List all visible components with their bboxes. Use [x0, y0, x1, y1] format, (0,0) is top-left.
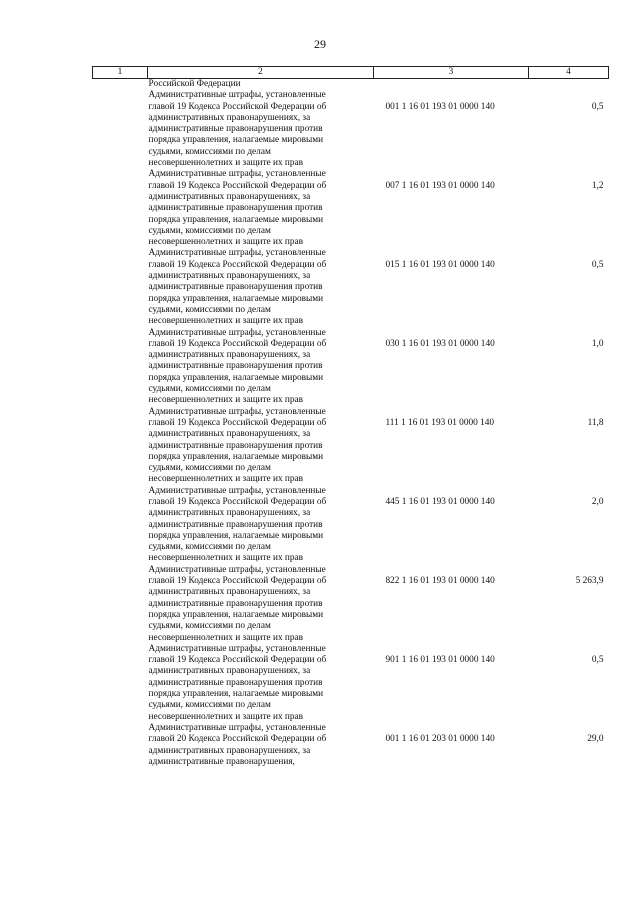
row-code-cell — [374, 90, 529, 169]
revenue-table — [92, 66, 609, 768]
row-amount-cell — [529, 90, 609, 169]
table-row — [93, 644, 609, 723]
description-line: судьями, комиссиями по делам — [148, 463, 271, 474]
table-body — [93, 79, 609, 769]
table-row — [93, 169, 609, 248]
description-line: порядка управления, налагаемые мировыми — [148, 293, 324, 304]
description-line: административных правонарушениях, за — [148, 745, 311, 756]
description-line: главой 19 Кодекса Российской Федерации об — [148, 417, 327, 428]
table-row — [93, 328, 609, 407]
row-description — [148, 328, 374, 407]
description-line: несовершеннолетних и защите их прав — [148, 553, 304, 564]
budget-classification-code: 901 1 16 01 193 01 0000 140 — [385, 655, 495, 666]
row-col-1 — [93, 644, 148, 723]
description-line: порядка управления, налагаемые мировыми — [148, 689, 324, 700]
table-row — [93, 407, 609, 486]
row-col-1 — [93, 565, 148, 644]
amount-value: 2,0 — [591, 496, 604, 507]
description-line: главой 19 Кодекса Российской Федерации об — [148, 496, 327, 507]
description-line: главой 19 Кодекса Российской Федерации об — [148, 101, 327, 112]
description-line: административных правонарушениях, за — [148, 271, 311, 282]
description-line: Административные штрафы, установленные — [148, 90, 326, 101]
header-row — [93, 67, 609, 79]
description-line: порядка управления, налагаемые мировыми — [148, 609, 324, 620]
description-line: Административные штрафы, установленные — [148, 485, 326, 496]
description-line: Административные штрафы, установленные — [148, 643, 326, 654]
description-line: административные правонарушения против — [148, 361, 323, 372]
budget-classification-code: 822 1 16 01 193 01 0000 140 — [385, 576, 495, 587]
description-line: главой 19 Кодекса Российской Федерации об — [148, 259, 327, 270]
row-description — [148, 644, 374, 723]
row-description — [148, 723, 374, 768]
amount-value: 0,5 — [591, 259, 604, 270]
amount-value: 1,0 — [591, 338, 604, 349]
description-line: административных правонарушениях, за — [148, 350, 311, 361]
table-row — [93, 486, 609, 565]
row-code-cell — [374, 248, 529, 327]
row-amount-cell — [529, 328, 609, 407]
description-line: административных правонарушениях, за — [148, 112, 311, 123]
description-line: несовершеннолетних и защите их прав — [148, 711, 304, 722]
budget-classification-code: 001 1 16 01 193 01 0000 140 — [385, 101, 495, 112]
amount-value: 11,8 — [587, 417, 604, 428]
row-code-cell — [374, 328, 529, 407]
table-row — [93, 565, 609, 644]
header-col-1: 1 — [93, 67, 148, 79]
row-col-1 — [93, 248, 148, 327]
description-line: порядка управления, налагаемые мировыми — [148, 135, 324, 146]
description-line: Административные штрафы, установленные — [148, 564, 326, 575]
budget-classification-code: 111 1 16 01 193 01 0000 140 — [385, 417, 495, 428]
description-line: главой 19 Кодекса Российской Федерации об — [148, 655, 327, 666]
table-row — [93, 90, 609, 169]
header-col-2: 2 — [148, 67, 374, 79]
budget-classification-code: 001 1 16 01 203 01 0000 140 — [385, 734, 495, 745]
description-line: Административные штрафы, установленные — [148, 248, 326, 259]
description-line: административные правонарушения против — [148, 203, 323, 214]
row-amount-cell — [529, 407, 609, 486]
description-line: административных правонарушениях, за — [148, 508, 311, 519]
row-code-cell — [374, 565, 529, 644]
amount-value: 29,0 — [587, 734, 604, 745]
row-code-cell — [374, 644, 529, 723]
row-amount-cell — [529, 248, 609, 327]
description-line: порядка управления, налагаемые мировыми — [148, 214, 324, 225]
description-line: судьями, комиссиями по делам — [148, 146, 271, 157]
description-line: административных правонарушениях, за — [148, 666, 311, 677]
description-line: Административные штрафы, установленные — [148, 406, 326, 417]
carryover-row — [93, 79, 609, 91]
budget-classification-code: 445 1 16 01 193 01 0000 140 — [385, 496, 495, 507]
row-col-1 — [93, 328, 148, 407]
description-line: судьями, комиссиями по делам — [148, 542, 271, 553]
description-line: порядка управления, налагаемые мировыми — [148, 530, 324, 541]
row-amount-cell — [529, 723, 609, 768]
description-line: административные правонарушения против — [148, 519, 323, 530]
row-description — [148, 407, 374, 486]
description-line: порядка управления, налагаемые мировыми — [148, 451, 324, 462]
row-amount-cell — [529, 565, 609, 644]
description-line: административные правонарушения против — [148, 124, 323, 135]
description-line: административных правонарушениях, за — [148, 587, 311, 598]
amount-value: 5 263,9 — [575, 576, 604, 587]
description-line: судьями, комиссиями по делам — [148, 700, 271, 711]
description-line: главой 19 Кодекса Российской Федерации об — [148, 576, 327, 587]
description-line: судьями, комиссиями по делам — [148, 384, 271, 395]
row-col-1 — [93, 407, 148, 486]
description-line: главой 19 Кодекса Российской Федерации об — [148, 180, 327, 191]
carryover-text: Российской Федерации — [148, 79, 241, 89]
row-code-cell — [374, 723, 529, 768]
table-row — [93, 723, 609, 768]
row-code-cell — [374, 169, 529, 248]
description-line: административные правонарушения против — [148, 677, 323, 688]
row-col-1 — [93, 90, 148, 169]
header-col-3: 3 — [374, 67, 529, 79]
row-col-1 — [93, 486, 148, 565]
row-col-1 — [93, 723, 148, 768]
amount-value: 0,5 — [591, 101, 604, 112]
row-code-cell — [374, 486, 529, 565]
description-line: судьями, комиссиями по делам — [148, 621, 271, 632]
budget-classification-code: 015 1 16 01 193 01 0000 140 — [385, 259, 495, 270]
row-description — [148, 565, 374, 644]
description-line: главой 19 Кодекса Российской Федерации об — [148, 338, 327, 349]
description-line: несовершеннолетних и защите их прав — [148, 158, 304, 169]
description-line: несовершеннолетних и защите их прав — [148, 395, 304, 406]
description-line: Административные штрафы, установленные — [148, 169, 326, 180]
description-line: административные правонарушения против — [148, 440, 323, 451]
row-code-cell — [374, 407, 529, 486]
page-number: 29 — [314, 37, 326, 51]
budget-classification-code: 030 1 16 01 193 01 0000 140 — [385, 338, 495, 349]
description-line: несовершеннолетних и защите их прав — [148, 474, 304, 485]
description-line: Административные штрафы, установленные — [148, 327, 326, 338]
description-line: административных правонарушениях, за — [148, 191, 311, 202]
header-col-4: 4 — [529, 67, 609, 79]
description-line: административные правонарушения против — [148, 598, 323, 609]
description-line: административные правонарушения против — [148, 282, 323, 293]
row-amount-cell — [529, 486, 609, 565]
description-line: судьями, комиссиями по делам — [148, 304, 271, 315]
amount-value: 0,5 — [591, 655, 604, 666]
row-col-1 — [93, 169, 148, 248]
description-line: административные правонарушения, — [148, 756, 295, 767]
budget-classification-code: 007 1 16 01 193 01 0000 140 — [385, 180, 495, 191]
row-amount-cell — [529, 644, 609, 723]
description-line: административных правонарушениях, за — [148, 429, 311, 440]
description-line: главой 20 Кодекса Российской Федерации об — [148, 734, 327, 745]
amount-value: 1,2 — [591, 180, 604, 191]
description-line: судьями, комиссиями по делам — [148, 225, 271, 236]
row-amount-cell — [529, 169, 609, 248]
description-line: несовершеннолетних и защите их прав — [148, 632, 304, 643]
table-row — [93, 248, 609, 327]
description-line: порядка управления, налагаемые мировыми — [148, 372, 324, 383]
row-description — [148, 169, 374, 248]
row-description — [148, 248, 374, 327]
description-line: несовершеннолетних и защите их прав — [148, 316, 304, 327]
description-line: несовершеннолетних и защите их прав — [148, 237, 304, 248]
row-description — [148, 486, 374, 565]
description-line: Административные штрафы, установленные — [148, 722, 326, 733]
row-description — [148, 90, 374, 169]
